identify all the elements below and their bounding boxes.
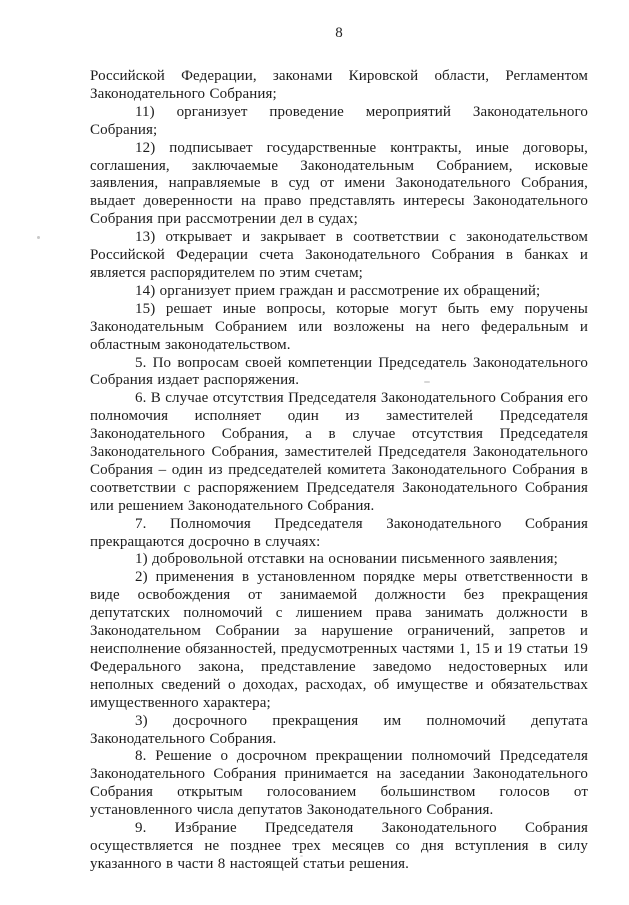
scan-speck <box>37 236 40 239</box>
paragraph: 1) добровольной отставки на основании письменного заявления; <box>135 551 558 568</box>
paragraph: 6. В случае отсутствия Председателя Законодательного Собрания его полномочия исполняет один из заместителей Председателя Законодательного Собрания, а в случае отсутствия Председателя Законодательного Собрания, заместителей Председателя Законодательного Собрания – один из председателей комитета Законодательного Собрания в соответствии с распоряжением Председателя Законодательного Собрания или решением Законодательного Собрания. <box>90 390 588 514</box>
paragraph: 7. Полномочия Председателя Законодательного Собрания прекращаются досрочно в случаях: <box>90 515 588 550</box>
paragraph: 8. Решение о досрочном прекращении полномочий Председателя Законодательного Собрания принимается на заседании Законодательного Собрания открытым голосованием большинством голосов от установленного числа депутатов Законодательного Собрания. <box>90 748 588 819</box>
page-number: 8 <box>335 25 343 41</box>
scan-speck <box>424 381 430 383</box>
scan-speck <box>300 855 303 857</box>
paragraph: 2) применения в установленном порядке меры ответственности в виде освобождения от занимаемой должности без прекращения депутатских полномочий с лишением права занимать должности в Законодательном Собрании за нарушение ограничений, запретов и неисполнение обязанностей, предусмотренных частями 1, 15 и 19 статьи 19 Федерального закона, представление заведомо недостоверных или неполных сведений о доходах, расходах, об имуществе и обязательствах имущественного характера; <box>90 569 588 711</box>
paragraph: 5. По вопросам своей компетенции Председатель Законодательного Собрания издает распоряжения. <box>90 354 588 389</box>
paragraph: Российской Федерации, законами Кировской области, Регламентом Законодательного Собрания; <box>90 68 588 102</box>
paragraph: 11) организует проведение мероприятий Законодательного Собрания; <box>90 103 588 138</box>
document-body <box>90 68 588 874</box>
paragraph: 14) организует прием граждан и рассмотрение их обращений; <box>135 282 541 299</box>
paragraph: 12) подписывает государственные контракты, иные договоры, соглашения, заключаемые Законодательным Собранием, исковые заявления, направляемые в суд от имени Законодательного Собрания, выдает доверенности на право представлять интересы Законодательного Собрания при рассмотрении дел в судах; <box>90 139 588 228</box>
paragraph: 15) решает иные вопросы, которые могут быть ему поручены Законодательным Собранием или возложены на него федеральным и областным законодательством. <box>90 300 588 353</box>
paragraph: 9. Избрание Председателя Законодательного Собрания осуществляется не позднее трех месяцев со дня вступления в силу указанного в части 8 настоящей статьи решения. <box>90 820 588 872</box>
paragraph: 13) открывает и закрывает в соответствии с законодательством Российской Федерации счета Законодательного Собрания в банках и является распорядителем по этим счетам; <box>90 229 588 281</box>
paragraph: 3) досрочного прекращения им полномочий депутата Законодательного Собрания. <box>90 712 588 747</box>
